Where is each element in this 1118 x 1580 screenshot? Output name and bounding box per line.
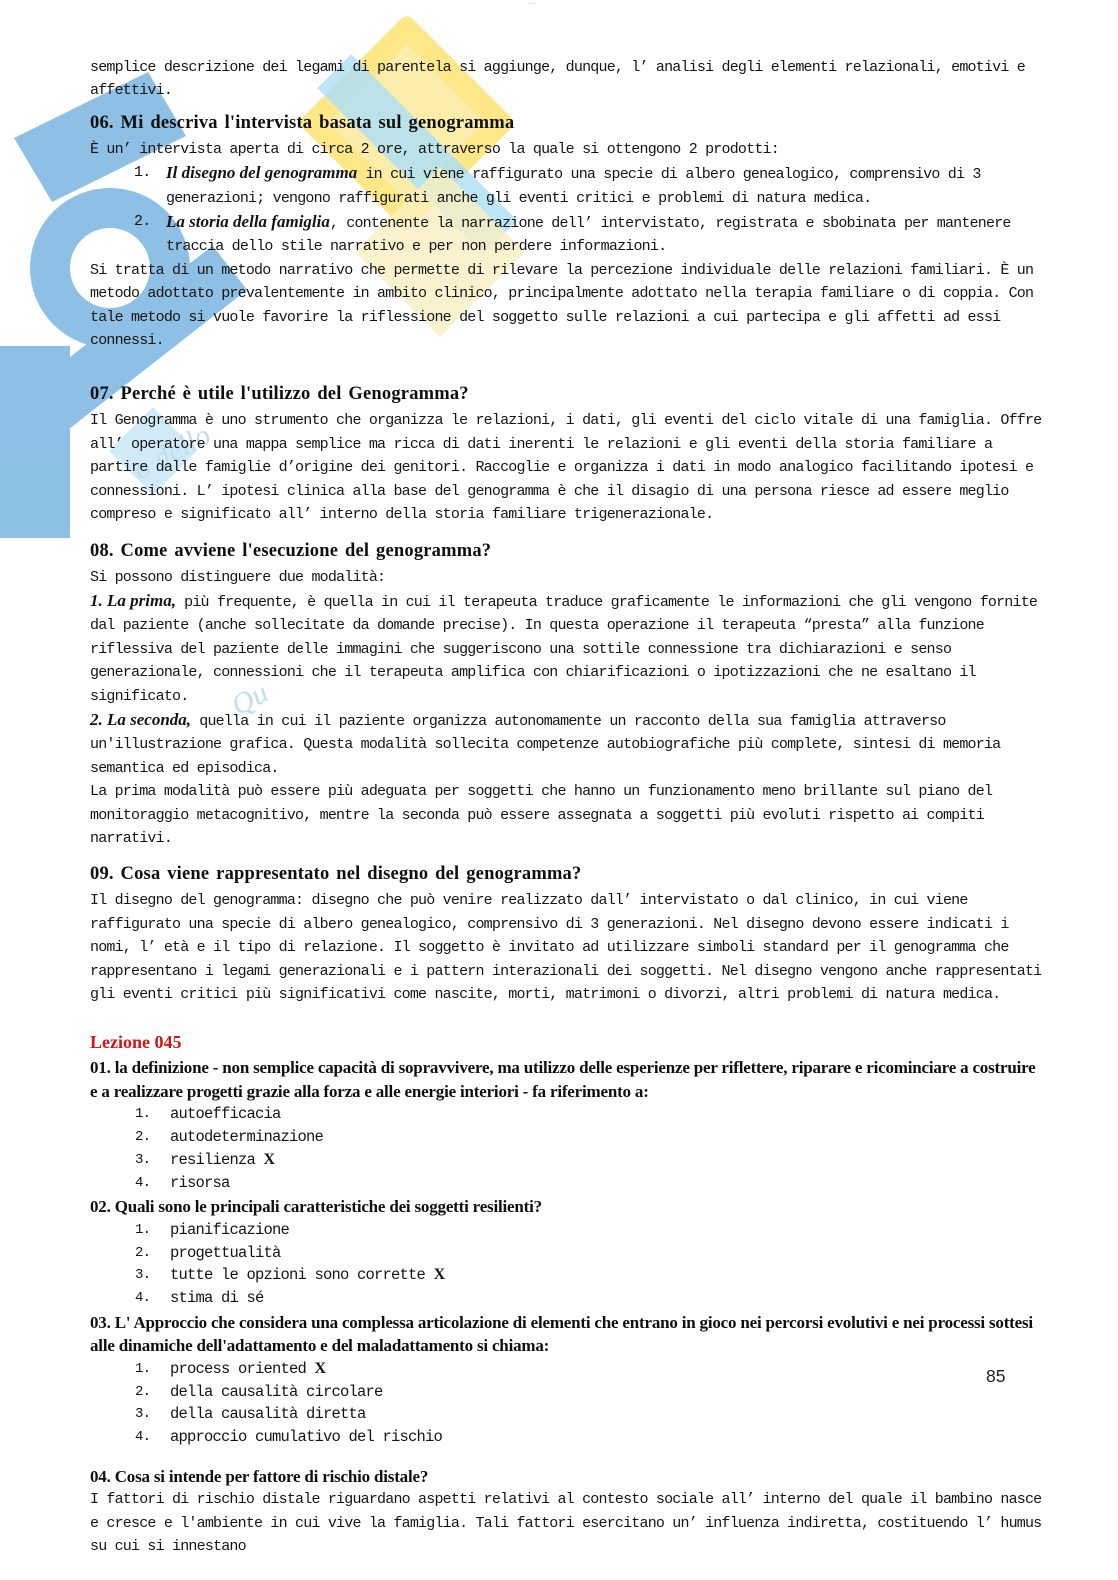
question-06-heading: 06. Mi descriva l'intervista basata sul genogramma <box>90 112 515 133</box>
question-08-closing <box>90 780 1046 850</box>
correct-answer-mark: X <box>314 1359 327 1377</box>
page-number: 85 <box>986 1366 1006 1386</box>
watermark-script-text-2: Qu <box>225 675 274 723</box>
correct-answer-mark: X <box>433 1266 446 1284</box>
text-run: autoefficacia <box>170 1105 281 1124</box>
question-09-heading: 09. Cosa viene rappresentato nel disegno del genogramma? <box>90 864 582 885</box>
text-run: Il Genogramma è uno strumento che organizza le relazioni, i dati, gli eventi del ciclo vitale di una famiglia. Offre all’ operatore una mappa semplice ma ricca di dati inerenti le relazioni e gli eventi della storia familiare a partire dalle famiglie d’origine dei genitori. Raccoglie e organizza i dati in modo analogico facilitando ipotesi e connessioni. L’ ipotesi clinica alla base del genogramma è che il disagio di una persona riesce ad essere meglio compreso e significato all’ interno della storia familiare trigenerazionale. <box>90 412 1042 524</box>
option-marker: 2. <box>135 1244 151 1261</box>
question-02-option-1 <box>90 1219 1046 1242</box>
option-marker: 4. <box>135 1429 151 1446</box>
list-marker: 2. <box>134 213 151 231</box>
question-03-option-3 <box>90 1403 1046 1426</box>
question-09-answer <box>90 889 1046 1006</box>
question-06-intro <box>90 138 1046 161</box>
question-01-option-2 <box>90 1126 1046 1149</box>
text-run: Si possono distinguere due modalità: <box>90 568 386 586</box>
question-01-option-3-correct <box>90 1149 1046 1172</box>
text-run: I fattori di rischio distale riguardano aspetti relativi al contesto sociale all’ interno del quale il bambino nasce e cresce e l'ambiente in cui vive la famiglia. Tali fattori esercitano un’ influenza indiretta, costituendo l’ humus su cui si innestano <box>90 1491 1042 1556</box>
question-08-heading: 08. Come avviene l'esecuzione del genogramma? <box>90 540 492 561</box>
text-run: La prima modalità può essere più adeguata per soggetti che hanno un funzionamento meno brillante sul piano del monitoraggio metacognitivo, mentre la seconda può essere assegnata a soggetti più evoluti rispetto ai compiti narrativi. <box>90 783 993 847</box>
option-marker: 4. <box>135 1174 151 1191</box>
option-marker: 3. <box>135 1267 151 1284</box>
lezione-045-label: Lezione 045 <box>90 1032 182 1053</box>
text-run: process oriented <box>170 1359 315 1378</box>
text-run: pianificazione <box>170 1220 290 1239</box>
text-run: semplice descrizione dei legami di parentela si aggiunge, dunque, l’ analisi degli elementi relazionali, emotivi e affettivi. <box>90 59 1025 100</box>
question-06-answer <box>90 259 1046 353</box>
text-run: Il disegno del genogramma: disegno che può venire realizzato dall’ intervistato o dal clinico, in cui viene raffigurato una specie di albero genealogico, comprensivo di 3 generazioni. Nel disegno devono essere indicati i nomi, l’ età e il tipo di relazione. Il soggetto è invitato ad utilizzare simboli standard per il genogramma che rappresentano i legami generazionali e i pattern interazionali dei soggetti. Nel disegno vengono anche rappresentati gli eventi critici più significativi come nascite, morti, matrimoni o divorzi, altri problemi di natura medica. <box>90 892 1042 1003</box>
watermark-script-text-1: o dello <box>127 418 217 487</box>
question-04-heading: 04. Cosa si intende per fattore di rischio distale? <box>90 1467 429 1486</box>
option-marker: 2. <box>135 1129 151 1146</box>
question-06-list-item-1 <box>90 161 1046 210</box>
correct-answer-mark: X <box>263 1150 276 1168</box>
question-02-option-4 <box>90 1287 1046 1310</box>
question-01-option-1 <box>90 1103 1046 1126</box>
text-run: approccio cumulativo del rischio <box>170 1428 443 1447</box>
question-04-answer <box>90 1488 1046 1558</box>
text-run: Si tratta di un metodo narrativo che permette di rilevare la percezione individuale delle relazioni familiari. È un metodo adottato prevalentemente in ambito clinico, principalmente adottato nella terapia familiare o di coppia. Con tale metodo si vuole favorire la riflessione del soggetto sulle relazioni a cui partecipa e gli affetti ad essi connessi. <box>90 261 1034 350</box>
question-02-heading: 02. Quali sono le principali caratteristiche dei soggetti resilienti? <box>90 1197 542 1217</box>
option-marker: 4. <box>135 1290 151 1307</box>
text-run: , contenente la narrazione dell’ intervistato, registrata e sbobinata per mantenere traccia dello stile narrativo e per non perdere informazioni. <box>166 215 1011 256</box>
option-marker: 2. <box>135 1383 151 1400</box>
text-run: tutte le opzioni sono corrette <box>170 1266 434 1285</box>
text-run: risorsa <box>170 1173 230 1192</box>
text-run: in cui viene raffigurato una specie di albero genealogico, comprensivo di 3 generazioni; vengono raffigurati anche gli eventi critici e problemi di natura medica. <box>166 166 981 207</box>
page-header-mark: ··· <box>528 0 538 8</box>
intro-paragraph <box>90 56 1046 103</box>
text-run: stima di sé <box>170 1289 264 1308</box>
question-03-option-2 <box>90 1381 1046 1404</box>
question-07-heading: 07. Perché è utile l'utilizzo del Genogramma? <box>90 384 469 405</box>
question-06-list-item-2 <box>90 210 1046 259</box>
list-marker: 1. <box>134 164 151 182</box>
document-content <box>90 56 1046 1559</box>
question-03-option-1-correct <box>90 1358 1046 1381</box>
text-run: quella in cui il paziente organizza autonomamente un racconto della sua famiglia attraverso un'illustrazione grafica. Questa modalità sollecita competenze autobiografiche più complete, sintesi di memoria semantica ed episodica. <box>90 712 1001 777</box>
text-run: È un’ intervista aperta di circa 2 ore, attraverso la quale si ottengono 2 prodotti: <box>90 140 779 158</box>
text-run: autodeterminazione <box>170 1128 324 1147</box>
text-run: della causalità circolare <box>170 1382 383 1401</box>
question-03-option-4 <box>90 1426 1046 1449</box>
text-run: resilienza <box>170 1150 264 1169</box>
question-01-option-4 <box>90 1172 1046 1195</box>
question-08-intro <box>90 566 1046 589</box>
option-marker: 1. <box>135 1360 151 1377</box>
question-01-heading: 01. la definizione - non semplice capacità di sopravvivere, ma utilizzo delle esperienze per riflettere, riparare e ricominciare a costruire e a realizzare progetti grazie alla forza e alle energie interiori - fa riferimento a: <box>90 1058 1036 1101</box>
option-marker: 1. <box>135 1221 151 1238</box>
text-run: 1. La prima, <box>90 590 176 610</box>
question-02-option-3-correct <box>90 1264 1046 1287</box>
question-08-mode-2 <box>90 708 1046 780</box>
option-marker: 3. <box>135 1406 151 1423</box>
text-run: della causalità diretta <box>170 1405 366 1424</box>
text-run: 2. La seconda, <box>90 709 192 729</box>
text-run: progettualità <box>170 1243 281 1262</box>
text-run: Il disegno del genogramma <box>166 163 358 183</box>
option-marker: 3. <box>135 1151 151 1168</box>
question-08-mode-1 <box>90 589 1046 708</box>
question-02-option-2 <box>90 1242 1046 1265</box>
question-03-heading: 03. L' Approccio che considera una complessa articolazione di elementi che entrano in gioco nei percorsi evolutivi e nei processi sottesi alle dinamiche dell'adattamento e del maladattamento si chiama: <box>90 1313 1033 1356</box>
text-run: più frequente, è quella in cui il terapeuta traduce graficamente le informazioni che gli vengono fornite dal paziente (anche sollecitate da domande precise). In questa operazione il terapeuta “presta” alla funzione riflessiva del paziente delle immagini che suggeriscono una sottile connessione tra dichiarazioni e senso generazionale, connessioni che il terapeuta amplifica con chiarificazioni o ipotizzazioni che ne esaltano il significato. <box>90 593 1038 705</box>
text-run: La storia della famiglia <box>166 212 330 232</box>
question-07-answer <box>90 409 1046 526</box>
option-marker: 1. <box>135 1106 151 1123</box>
